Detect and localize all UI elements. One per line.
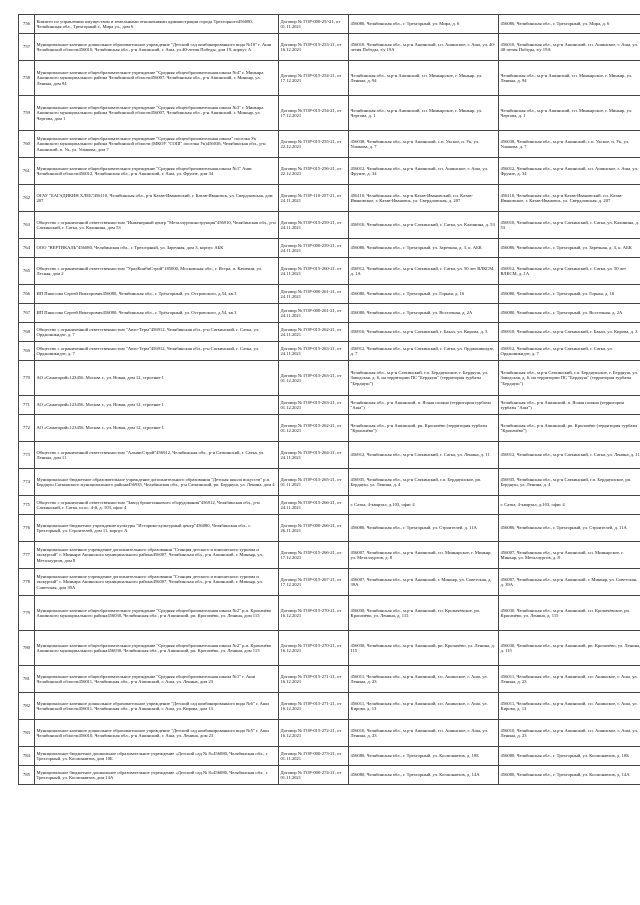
object-address-cell: 456080, Челябинская обл., г. Трехгорный, ул. Космонавтов, д. 10Б [499, 747, 640, 766]
table-row [19, 285, 640, 304]
row-number: 769 [19, 342, 35, 361]
document-page [18, 14, 640, 785]
contract-cell: Договор № ГОР-015-266-21, от 24.11.2021 [279, 496, 349, 515]
table-row [19, 304, 640, 323]
organization-cell: Муниципальное казенное общеобразовательное учреждение "Средняя общеобразовательная школа №2" р.п. Кропачёво Ашинского муниципального района456030, Челябинская обл., р-н Ашинский, рп. Кропачёво, ул. Ленина, дом 115 [35, 631, 279, 666]
organization-cell: Комитет по управлению имуществом и земельными отношениями администрации города Трехгорного456080, Челябинская обл., Трехгорный г., Мира ул., дом 6 [35, 15, 279, 34]
object-address-cell: 456080, Челябинская обл., г. Трехгорный, ул. Строителей, д. 11А [499, 515, 640, 542]
row-number: 763 [19, 212, 35, 239]
table-row [19, 542, 640, 569]
table-row [19, 239, 640, 258]
object-address-cell: 456038, Челябинская обл., м.р-н Ашинский, с.п. Укское, п. Ук, ул. Ушакова, д. 7 [499, 131, 640, 158]
address-cell: 456910, Челябинская обл., м.р-н Саткинский, г. Бакал, ул. Кирова, д. 3 [349, 323, 499, 342]
contract-cell: Договор № ГОР-000-259-21, от 24.11.2021 [279, 239, 349, 258]
organization-cell: Общество с ограниченной ответственностью "Авто-Терм"456912, Челябинская обл., р-н Саткинский, г. Сатка, ул. Орджоникидзе, д. 7 [35, 342, 279, 361]
table-row [19, 415, 640, 442]
object-address-cell: 456007, Челябинская обл., м.р-н Ашинский, г.п. Миньярское, г. Миньяр, ул. Металлургов, д. 8 [499, 542, 640, 569]
table-row [19, 212, 640, 239]
contract-cell: Договор № ГОР-015-267-21, от 17.12.2021 [279, 569, 349, 596]
contract-cell: Договор № ГОР-015-260-21, от 24.11.2021 [279, 258, 349, 285]
row-number: 767 [19, 304, 35, 323]
object-address-cell: 456011, Челябинская обл., м.р-н Ашинский, г.п. Ашинское, г. Аша, ул. Ленина, д. 23 [499, 666, 640, 693]
contract-cell: Договор № ГОР-000-266-21, от 26.11.2021 [279, 515, 349, 542]
address-cell: Челябинская обл., р-н Ашинский, рп. Кропачёво (территория турбазы "Кропачёво") [349, 415, 499, 442]
contract-cell: Договор № ГОР-015-254-21, от 17.12.2021 [279, 96, 349, 131]
contract-cell: Договор № ГОР-015-264-21, от 24.11.2021 [279, 442, 349, 469]
table-row [19, 396, 640, 415]
row-number: 776 [19, 515, 35, 542]
object-address-cell: 456080, Челябинская обл., г. Трехгорный, ул. Заречная, д. 3, к. АБК [499, 239, 640, 258]
contract-cell: Договор № ГОР-015-253-21, от 16.12.2021 [279, 34, 349, 61]
organization-cell: Муниципальное бюджетное дошкольное образовательное учреждение «Детский сад № 8»456080, Челябинская обл., г. Трехгорный, ул. Космонавтов, дом 10Б [35, 747, 279, 766]
contract-cell: Договор № ГОР-015-254-21, от 17.12.2021 [279, 61, 349, 96]
contract-cell: Договор № ГОР-015-262-21, от 01.12.2021 [279, 415, 349, 442]
object-address-cell: 456080, Челябинская обл., г. Трехгорный, ул. Восточная, д. 2А [499, 304, 640, 323]
object-address-cell: Челябинская обл., р-н Ашинский, п. Ясная поляна (территория турбазы "Аша") [499, 396, 640, 415]
address-cell: 456038, Челябинская обл., м.р-н Ашинский, с.п. Укское, п. Ук, ул. Ушакова, д. 7 [349, 131, 499, 158]
object-address-cell: 456007, Челябинская обл., м.р-н Ашинский, г. Миньяр, ул. Советская, д. 39А [499, 569, 640, 596]
row-number: 781 [19, 666, 35, 693]
address-cell: Челябинская обл., р-н Ашинский, п. Ясная поляна (территория турбазы "Аша") [349, 396, 499, 415]
object-address-cell: 456912, Челябинская обл., м.р-н Саткинский, г. Сатка, ул. 50 лет ВЛКСМ, д. 1А [499, 258, 640, 285]
organization-cell: АО «Санаторий»123456, Москва г., ул. Новая, дом 12, строение 1 [35, 361, 279, 396]
row-number: 765 [19, 258, 35, 285]
organization-cell: Муниципальное бюджетное учреждение культуры "Историко-культурный центр"456080, Челябинская обл., г. Трехгорный, ул. Строителей, дом 11, корпус А [35, 515, 279, 542]
contract-cell: Договор № ГОР-015-272-21, от 16.12.2021 [279, 720, 349, 747]
organization-cell: Общество с ограниченной ответственностью "АльянсСтрой"456912, Челябинская обл., р-н Саткинский, г. Сатка, ул. Ленина, дом 11 [35, 442, 279, 469]
object-address-cell: 456910, Челябинская обл., м.р-н Саткинский, г. Сатка, ул. Калинина, д. 53 [499, 212, 640, 239]
table-row [19, 61, 640, 96]
address-cell: Челябинская обл., м.р-н Ашинский, г.п. Миньярское, г. Миньяр, ул. Ленина, д. 94 [349, 61, 499, 96]
address-cell: 456030, Челябинская обл., м.р-н Ашинский, г.п. Кропачёвское, рп. Кропачёво, ул. Ленина, д. 115 [349, 596, 499, 631]
contract-cell: Договор № ГОР-015-263-21, от 01.12.2021 [279, 361, 349, 396]
object-address-cell: 456910, Челябинская обл., м.р-н Саткинский, г. Бакал, ул. Кирова, д. 3 [499, 323, 640, 342]
contract-cell: Договор № ГОР-015-263-21, от 24.11.2021 [279, 342, 349, 361]
address-cell: Челябинская обл., м.р-н Саткинский, г.п. Бердяушское, г. Бердяуш, ул. Заводская, д. 6, на территории ПС "Бердяуш" (территория турбазы "Бердяуш") [349, 361, 499, 396]
organization-cell: Общество с ограниченной ответственностью "Инженерный центр "Металлургконструкция"456910, Челябинская обл., р-н Саткинский, г. Сатка, ул. Калинина, дом 53 [35, 212, 279, 239]
row-number: 759 [19, 96, 35, 131]
address-cell: 456007, Челябинская обл., м.р-н Ашинский, г. Миньяр, ул. Советская, д. 39А [349, 569, 499, 596]
row-number: 766 [19, 285, 35, 304]
object-address-cell: 456010, Челябинская обл., м.р-н Ашинский, г.п. Ашинское, г. Аша, ул. Ленина, д. 23 [499, 720, 640, 747]
table-row [19, 442, 640, 469]
organization-cell: Муниципальное казенное общеобразовательное учреждение "Средняя общеобразовательная школа" поселка Ук Ашинского муниципального района Челябинской области (МКОУ "СОШ" поселка Ук)456038, Челябинская обл., р-н Ашинский, п. Ук, ул. Ушакова, дом 7 [35, 131, 279, 158]
contract-cell: Договор № ГОР-000-274-21, от 01.11.2021 [279, 766, 349, 785]
table-row [19, 666, 640, 693]
address-cell: 456912, Челябинская обл., м.р-н Саткинский, г. Сатка, ул. Орджоникидзе, д. 7 [349, 342, 499, 361]
organization-cell: АО «Санаторий»123456, Москва г., ул. Новая, дом 12, строение 1 [35, 415, 279, 442]
row-number: 756 [19, 15, 35, 34]
row-number: 780 [19, 631, 35, 666]
organization-cell: Общество с ограниченной ответственностью "Завод бронетанкового оборудования"456912, Челябинская обл., р-н Саткинский, г. Сатка, ш.ос. 4-й, д. 103, офис 4 [35, 496, 279, 515]
address-cell: Челябинская обл., м.р-н Ашинский, г.п. Миньярское, г. Миньяр, ул. Чертова, д. 1 [349, 96, 499, 131]
table-row [19, 158, 640, 185]
address-cell: 456007, Челябинская обл., м.р-н Ашинский, г.п. Миньярское, г. Миньяр, ул. Металлургов, д. 8 [349, 542, 499, 569]
row-number: 772 [19, 415, 35, 442]
contract-cell: Договор № ГОР-000-261-21, от 24.11.2021 [279, 304, 349, 323]
table-row [19, 747, 640, 766]
row-number: 779 [19, 596, 35, 631]
row-number: 774 [19, 469, 35, 496]
row-number: 784 [19, 747, 35, 766]
address-cell: 456012, Челябинская обл., м.р-н Ашинский, г.п. Ашинское, г. Аша, ул. Фрунзе, д. 34 [349, 158, 499, 185]
address-cell: 456110, Челябинская обл., м.р-н Катав-Ивановский, г.п. Катав-Ивановское, г. Катав-Ивановск, ул. Свердловская, д. 207 [349, 185, 499, 212]
object-address-cell: Челябинская обл., р-н Ашинский, рп. Кропачёво (территория турбазы "Кропачёво") [499, 415, 640, 442]
table-row [19, 258, 640, 285]
address-cell: 456011, Челябинская обл., м.р-н Ашинский, г.п. Ашинское, г. Аша, ул. Кирова, д. 13 [349, 693, 499, 720]
object-address-cell: 456935, Челябинская обл., м.р-н Саткинский, г.п. Бердяушское, рп. Бердяуш, ул. Ленина, д. 4 [499, 469, 640, 496]
organization-cell: Общество с ограниченной ответственностью "Авто-Терм"456912, Челябинская обл., р-н Саткинский, г. Сатка, ул. Орджоникидзе, д. 7 [35, 323, 279, 342]
row-number: 770 [19, 361, 35, 396]
table-row [19, 569, 640, 596]
address-cell: 456011, Челябинская обл., м.р-н Ашинский, г.п. Ашинское, г. Аша, ул. Ленина, д. 23 [349, 666, 499, 693]
object-address-cell: 456080, Челябинская обл., г. Трехгорный, ул. Мира, д. 6 [499, 15, 640, 34]
contract-cell: Договор № ГОР-015-271-21, от 16.12.2021 [279, 693, 349, 720]
contract-cell: Договор № ГОР-110-257-21, от 24.11.2021 [279, 185, 349, 212]
row-number: 785 [19, 766, 35, 785]
row-number: 773 [19, 442, 35, 469]
organization-cell: Муниципальное казенное общеобразовательное учреждение "Средняя общеобразовательная школа №3" г. Миньяра Ашинского муниципального района Челябинской области456007, Челябинская обл., р-н Ашинский, г. Миньяр, ул. Чертова, дом 1 [35, 96, 279, 131]
table-row [19, 323, 640, 342]
table-row [19, 515, 640, 542]
contract-cell: Договор № ГОР-015-263-21, от 01.12.2021 [279, 396, 349, 415]
table-row [19, 96, 640, 131]
address-cell: 456080, Челябинская обл., г. Трехгорный, ул. Мира, д. 6 [349, 15, 499, 34]
organization-cell: Муниципальное казенное дошкольное образовательное учреждение "Детский сад комбинированного вида №10" г. Аши Челябинской области456010, Челябинская обл., р-н Ашинский, г. Аша, ул.40-летия Победы, дом 19, корпус А [35, 34, 279, 61]
address-cell: 456080, Челябинская обл., г. Трехгорный, ул. Горная, д. 16 [349, 285, 499, 304]
address-cell: 456010, Челябинская обл., м.р-н Ашинский, г.п. Ашинское, г. Аша, ул. Ленина, д. 23 [349, 720, 499, 747]
organization-cell: ОГАУ "БАГАДИКИН ХЛЕБ"456110, Челябинская обл., р-н Катав-Ивановский, г. Катав-Ивановск, ул. Свердловская, дом 207 [35, 185, 279, 212]
object-address-cell: Челябинская обл., м.р-н Ашинский, г.п. Миньярское, г. Миньяр, ул. Ленина, д. 94 [499, 61, 640, 96]
row-number: 775 [19, 496, 35, 515]
address-cell: 456935, Челябинская обл., м.р-н Саткинский, г.п. Бердяушское, рп. Бердяуш, ул. Ленина, д. 4 [349, 469, 499, 496]
address-cell: 456912, Челябинская обл., м.р-н Саткинский, г. Сатка, ул. 50 лет ВЛКСМ, д. 1А [349, 258, 499, 285]
organization-cell: Муниципальное казенное дошкольное образовательное учреждение "Детский сад комбинированного вида №6" г. Аши Челябинской области456011, Челябинская обл., р-н Ашинский, г. Аша, ул. Кирова, дом 13 [35, 693, 279, 720]
table-row [19, 766, 640, 785]
contract-cell: Договор № ГОР-015-255-21, от 22.12.2021 [279, 131, 349, 158]
object-address-cell: г. Сатка, 4-квартал, д.103, офис 4 [499, 496, 640, 515]
table-row [19, 15, 640, 34]
organization-cell: Общество с ограниченной ответственностью "УралКомбиСтрой"185000, Московская обл., г. Истра, п. Качичии, ул. Лесная, дом 2 [35, 258, 279, 285]
object-address-cell: 456912, Челябинская обл., м.р-н Саткинский, г. Сатка, ул. Орджоникидзе, д. 7 [499, 342, 640, 361]
contract-cell: Договор № ГОР-000-273-21, от 01.11.2021 [279, 747, 349, 766]
object-address-cell: Челябинская обл., м.р-н Саткинский, г.п. Бердяушское, г. Бердяуш, ул. Заводская, д. 6, на территории ПС "Бердяуш" (территория турбазы "Бердяуш") [499, 361, 640, 396]
contract-cell: Договор № ГОР-000-261-21, от 24.11.2021 [279, 285, 349, 304]
organization-cell: ИП Пикосова Сергей Викторович456080, Челябинская обл., г. Трёхгорный, ул. Островского, д.54, кв.3 [35, 304, 279, 323]
table-row [19, 596, 640, 631]
address-cell: 456080, Челябинская обл., г. Трехгорный, ул. Космонавтов, д. 10Б [349, 747, 499, 766]
table-row [19, 34, 640, 61]
organization-cell: Муниципальное бюджетное дошкольное образовательное учреждение «Детский сад № 8»456080, Челябинская обл., г. Трехгорный, ул. Космонавтов, дом 14А [35, 766, 279, 785]
table-row [19, 185, 640, 212]
object-address-cell: 456030, Челябинская обл., м.р-н Ашинский, г.п. Кропачёвское, рп. Кропачёво, ул. Ленина, д. 115 [499, 596, 640, 631]
object-address-cell: 456110, Челябинская обл., м.р-н Катав-Ивановский, г.п. Катав-Ивановское, г. Катав-Ивановск, ул. Свердловская, д. 207 [499, 185, 640, 212]
row-number: 771 [19, 396, 35, 415]
organization-cell: Муниципальное казенное учреждение дополнительного образования "Станция детского и юношеского туризма и экскурсий" г. Миньяра Ашинского муниципального района456007, Челябинская обл., р-н Ашинский, г. Миньяр, ул. Советская, дом 39А [35, 569, 279, 596]
address-cell: 456910, Челябинская обл., м.р-н Саткинский, г. Сатка, ул. Калинина, д. 53 [349, 212, 499, 239]
row-number: 782 [19, 693, 35, 720]
address-cell: 456010, Челябинская обл., м.р-н Ашинский, г.п. Ашинское, г. Аша, ул. 40-летия Победы, з/у 19А [349, 34, 499, 61]
table-row [19, 342, 640, 361]
object-address-cell: 456080, Челябинская обл., г. Трехгорный, ул. Горная, д. 16 [499, 285, 640, 304]
object-address-cell: 456912, Челябинская обл., м.р-н Саткинский, г. Сатка, ул. Ленина, д. 11 [499, 442, 640, 469]
registry-table [18, 14, 640, 785]
contract-cell: Договор № ГОР-015-270-21, от 16.12.2021 [279, 596, 349, 631]
contract-cell: Договор № ГОР-015-265-21, от 01.11.2021 [279, 469, 349, 496]
object-address-cell: 456030, Челябинская обл., м.р-н Ашинский, рп. Кропачёво, ул. Ленина, д. 115 [499, 631, 640, 666]
organization-cell: ИП Пикосова Сергей Викторович456080, Челябинская обл., г. Трёхгорный, ул. Островского, д.54, кв.3 [35, 285, 279, 304]
address-cell: 456080, Челябинская обл., г. Трехгорный, ул. Строителей, д. 11А [349, 515, 499, 542]
row-number: 758 [19, 61, 35, 96]
table-row [19, 131, 640, 158]
contract-cell: Договор № ГОР-015-270-21, от 16.12.2021 [279, 631, 349, 666]
address-cell: 456912, Челябинская обл., м.р-н Саткинский, г. Сатка, ул. Ленина, д. 11 [349, 442, 499, 469]
table-row [19, 693, 640, 720]
table-row [19, 469, 640, 496]
object-address-cell: 456010, Челябинская обл., м.р-н Ашинский, г.п. Ашинское, г. Аша, ул. 40-летия Победы, з/у 19А [499, 34, 640, 61]
table-row [19, 496, 640, 515]
row-number: 778 [19, 569, 35, 596]
object-address-cell: Челябинская обл., м.р-н Ашинский, г.п. Миньярское, г. Миньяр, ул. Чертова, д. 1 [499, 96, 640, 131]
contract-cell: Договор № ГОР-015-266-21, от 17.12.2021 [279, 542, 349, 569]
row-number: 777 [19, 542, 35, 569]
contract-cell: Договор № ГОР-015-256-21, от 22.12.2021 [279, 158, 349, 185]
row-number: 768 [19, 323, 35, 342]
object-address-cell: 456011, Челябинская обл., м.р-н Ашинский, г.п. Ашинское, г. Аша, ул. Кирова, д. 13 [499, 693, 640, 720]
organization-cell: Муниципальное казенное общеобразовательное учреждение "Средняя общеобразовательная школа №1" Аши Челябинской области456012, Челябинская обл., р-н Ашинский, г. Аша, ул. Фрунзе, дом 34 [35, 158, 279, 185]
address-cell: г. Сатка, 4-квартал, д.103, офис 4 [349, 496, 499, 515]
contract-cell: Договор № ГОР-015-271-21, от 16.12.2021 [279, 666, 349, 693]
table-row [19, 361, 640, 396]
address-cell: 456030, Челябинская обл., м.р-н Ашинский, рп. Кропачёво, ул. Ленина, д. 115 [349, 631, 499, 666]
contract-cell: Договор № ГОР-015-259-21, от 24.11.2021 [279, 212, 349, 239]
table-row [19, 720, 640, 747]
address-cell: 456080, Челябинская обл., г. Трехгорный, ул. Восточная, д. 2А [349, 304, 499, 323]
object-address-cell: 456012, Челябинская обл., м.р-н Ашинский, г.п. Ашинское, г. Аша, ул. Фрунзе, д. 34 [499, 158, 640, 185]
organization-cell: Муниципальное казенное общеобразовательное учреждение "Средняя общеобразовательная школа №1" г. Аши Челябинской области456011, Челябинская обл., р-н Ашинский, г. Аша, ул. Ленина, дом 23 [35, 666, 279, 693]
organization-cell: АО «Санаторий»123456, Москва г., ул. Новая, дом 12, строение 1 [35, 396, 279, 415]
row-number: 762 [19, 185, 35, 212]
row-number: 760 [19, 131, 35, 158]
object-address-cell: 456080, Челябинская обл., г. Трехгорный, ул. Космонавтов, д. 14А [499, 766, 640, 785]
address-cell: 456080, Челябинская обл., г. Трехгорный, ул. Заречная, д. 3, к. АБК [349, 239, 499, 258]
row-number: 757 [19, 34, 35, 61]
address-cell: 456080, Челябинская обл., г. Трехгорный, ул. Космонавтов, д. 14А [349, 766, 499, 785]
row-number: 761 [19, 158, 35, 185]
contract-cell: Договор № ГОР-015-262-21, от 24.11.2021 [279, 323, 349, 342]
organization-cell: ООО "ВЕРТИКАЛЬ"456080, Челябинская обл., г. Трехгорный, ул. Заречная, дом 3, корпус АБК [35, 239, 279, 258]
row-number: 764 [19, 239, 35, 258]
table-row [19, 631, 640, 666]
organization-cell: Муниципальное казенное общеобразовательное учреждение "Средняя общеобразовательная школа №4" г. Миньяра Ашинского муниципального района Челябинской области456007, Челябинская обл., р-н Ашинский, г. Миньяр, ул. Ленина, дом 94 [35, 61, 279, 96]
organization-cell: Муниципальное казенное дошкольное образовательное учреждение "Детский сад комбинированного вида №5" г. Аши Челябинской области456010, Челябинская обл., р-н Ашинский, г. Аша, ул. Ленина, дом 23 [35, 720, 279, 747]
row-number: 783 [19, 720, 35, 747]
registry-table-body [19, 15, 640, 785]
contract-cell: Договор № ГОР-000-25/-21, от 01.11.2021 [279, 15, 349, 34]
organization-cell: Муниципальное казенное учреждение дополнительного образования "Станция детского и юношеского туризма и экскурсий" г. Миньяра Ашинского муниципального района456007, Челябинская обл., р-н Ашинский, г. Миньяр, ул. Металлургов, дом 8 [35, 542, 279, 569]
organization-cell: Муниципальное казенное общеобразовательное учреждение "Средняя общеобразовательная школа №2" р.п. Кропачёво Ашинского муниципального района456030, Челябинская обл., р-н Ашинский, рп. Кропачёво, ул. Ленина, дом 115 [35, 596, 279, 631]
organization-cell: Муниципальное бюджетное образовательное учреждение дополнительного образования "Детская школа искусств" р.п. Бердяуш Саткинского муниципального района456935, Челябинская обл., р-н Саткинский, рп. Бердяуш, ул. Ленина, дом 4 [35, 469, 279, 496]
